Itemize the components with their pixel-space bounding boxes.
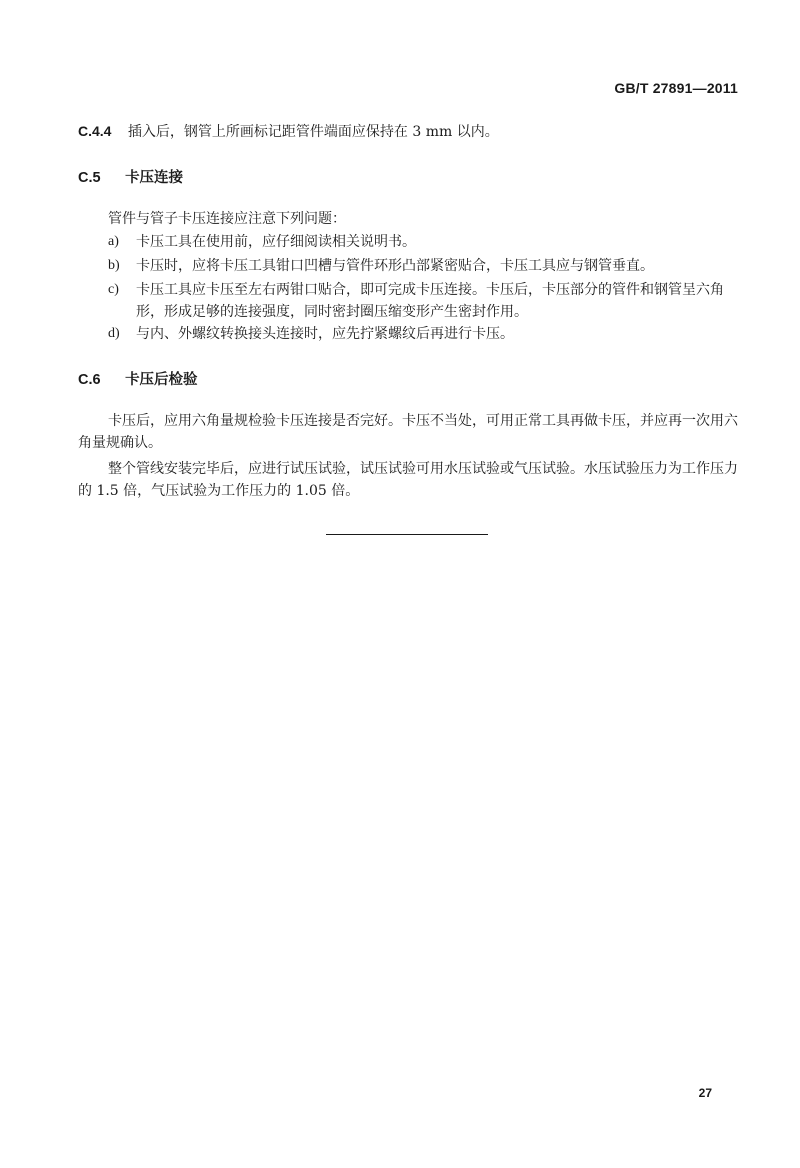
list-marker: b)	[108, 258, 120, 273]
list-marker: a)	[108, 234, 119, 249]
section-number: C.6	[78, 372, 101, 388]
clause-number: C.4.4	[78, 123, 112, 139]
section-title: 卡压后检验	[125, 372, 198, 388]
page-number: 27	[698, 1086, 712, 1100]
clause-text: 插入后，钢管上所画标记距管件端面应保持在 3 mm 以内。	[127, 124, 499, 140]
list-marker: c)	[108, 282, 119, 297]
end-of-text-rule	[326, 534, 488, 535]
list-item-text: 卡压工具在使用前，应仔细阅读相关说明书。	[136, 234, 416, 250]
section-intro: 管件与管子卡压连接应注意下列问题：	[108, 211, 346, 227]
paragraph-pressure-test: 整个管线安装完毕后，应进行试压试验，试压试验可用水压试验或气压试验。水压试验压力为工作压力的 1.5 倍，气压试验为工作压力的 1.05 倍。	[78, 461, 738, 499]
clause-c-4-4	[78, 121, 499, 142]
section-heading-c6	[78, 370, 198, 390]
list-item-a	[108, 231, 738, 253]
list-item-text: 与内、外螺纹转换接头连接时，应先拧紧螺纹后再进行卡压。	[136, 326, 514, 342]
list-item-b	[108, 255, 738, 277]
standard-code: GB/T 27891—2011	[614, 80, 738, 96]
section-heading-c5	[78, 168, 183, 188]
list-marker: d)	[108, 326, 120, 341]
paragraph-inspection: 卡压后，应用六角量规检验卡压连接是否完好。卡压不当处，可用正常工具再做卡压，并应再一次用六角量规确认。	[78, 413, 738, 451]
list-item-d	[108, 323, 738, 345]
list-item-text: 卡压工具应卡压至左右两钳口贴合，即可完成卡压连接。卡压后，卡压部分的管件和钢管呈六角形，形成足够的连接强度，同时密封圈压缩变形产生密封作用。	[136, 282, 724, 320]
section-title: 卡压连接	[125, 170, 184, 186]
section-number: C.5	[78, 170, 101, 186]
list-item-c	[108, 279, 738, 323]
list-item-text: 卡压时，应将卡压工具钳口凹槽与管件环形凸部紧密贴合，卡压工具应与钢管垂直。	[136, 258, 654, 274]
